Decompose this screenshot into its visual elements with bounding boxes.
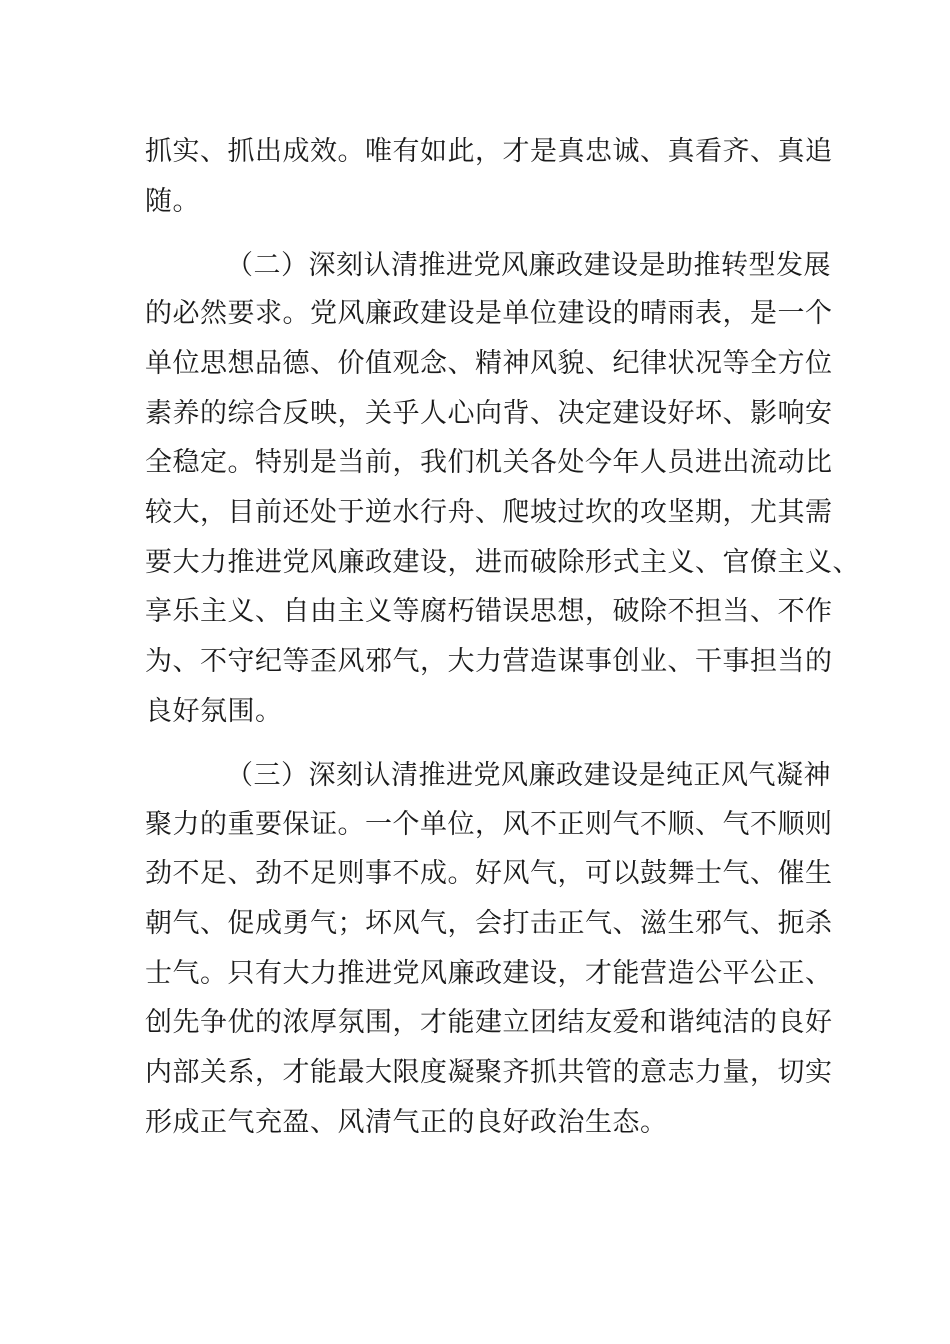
text-line: 良好氛围。: [145, 696, 283, 727]
text-line: 单位思想品德、价值观念、精神风貌、纪律状况等全方位: [145, 348, 833, 379]
text-line: 为、不守纪等歪风邪气，大力营造谋事创业、干事担当的: [145, 646, 833, 677]
text-line: 要大力推进党风廉政建设，进而破除形式主义、官僚主义、: [145, 547, 860, 578]
text-line: 享乐主义、自由主义等腐朽错误思想，破除不担当、不作: [145, 596, 833, 627]
text-line: 的必然要求。党风廉政建设是单位建设的晴雨表，是一个: [145, 298, 833, 329]
text-line: （二）深刻认清推进党风廉政建设是助推转型发展: [226, 250, 831, 281]
text-line: 劲不足、劲不足则事不成。好风气，可以鼓舞士气、催生: [145, 858, 833, 889]
text-line: 士气。只有大力推进党风廉政建设，才能营造公平公正、: [145, 958, 833, 989]
text-line: 较大，目前还处于逆水行舟、爬坡过坎的攻坚期，尤其需: [145, 497, 833, 528]
text-line: 聚力的重要保证。一个单位，风不正则气不顺、气不顺则: [145, 809, 833, 840]
text-line: 内部关系，才能最大限度凝聚齐抓共管的意志力量，切实: [145, 1057, 833, 1088]
text-line: （三）深刻认清推进党风廉政建设是纯正风气凝神: [226, 760, 831, 791]
text-line: 抓实、抓出成效。唯有如此，才是真忠诚、真看齐、真追: [145, 136, 833, 167]
text-line: 朝气、促成勇气；坏风气，会打击正气、滋生邪气、扼杀: [145, 908, 833, 939]
text-line: 创先争优的浓厚氛围，才能建立团结友爱和谐纯洁的良好: [145, 1007, 833, 1038]
text-line: 随。: [145, 186, 200, 217]
text-line: 全稳定。特别是当前，我们机关各处今年人员进出流动比: [145, 447, 833, 478]
text-line: 形成正气充盈、风清气正的良好政治生态。: [145, 1107, 668, 1138]
text-line: 素养的综合反映，关乎人心向背、决定建设好坏、影响安: [145, 398, 833, 429]
